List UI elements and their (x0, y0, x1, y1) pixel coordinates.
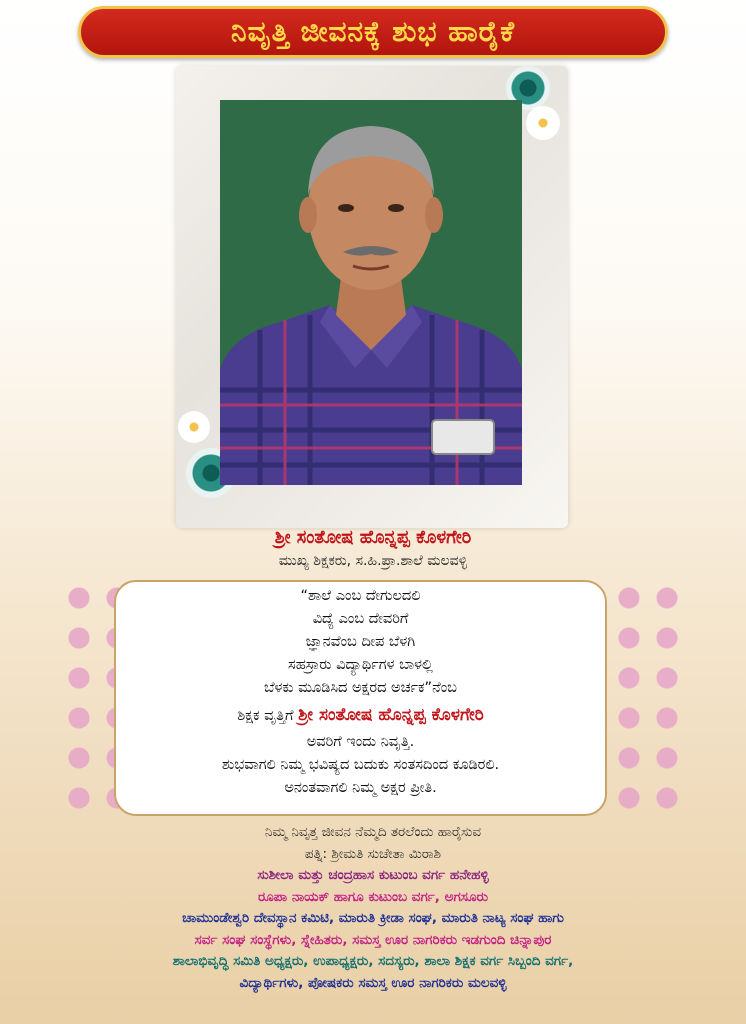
quote-box (114, 580, 607, 816)
wishers-intro: ನಿಮ್ಮ ನಿವೃತ್ತ ಜೀವನ ನೆಮ್ಮದಿ ತರಲೆಂದು ಹಾರೈಸುವ (264, 824, 482, 840)
quote-closing-line: ಅನಂತವಾಗಲಿ ನಿಮ್ಮ ಅಕ್ಷರ ಪ್ರೀತಿ. (284, 780, 437, 796)
wishers-spouse: ಪತ್ನಿ: ಶ್ರೀಮತಿ ಸುಚೇತಾ ಮಿರಾಶಿ (304, 845, 442, 862)
banner-title: ನಿವೃತ್ತಿ ಜೀವನಕ್ಕೆ ಶುಭ ಹಾರೈಕೆ (231, 15, 515, 48)
flower-decoration (178, 411, 210, 443)
wishers-family-2: ರೂಪಾ ನಾಯಕ್ ಹಾಗೂ ಕುಟುಂಬ ವರ್ಗ, ಅಗಸೂರು (258, 888, 488, 905)
portrait-photo (220, 100, 522, 485)
quote-line: ವಿದ್ಯೆ ಎಂಬ ದೇವರಿಗೆ (312, 611, 409, 627)
highlight-prefix: ಶಿಕ್ಷಕ ವೃತ್ತಿಗೆ (237, 708, 294, 724)
highlight-name: ಶ್ರೀ ಸಂತೋಷ ಹೊನ್ನಪ್ಪ ಕೊಳಗೇರಿ (298, 705, 484, 725)
flower-decoration (526, 106, 560, 140)
title-banner (78, 6, 668, 58)
quote-line: ಬೆಳಕು ಮೂಡಿಸಿದ ಅಕ್ಷರದ ಅರ್ಚಕ”ನೆಂಬ (264, 680, 457, 696)
honoree-role: ಮುಖ್ಯ ಶಿಕ್ಷಕರು, ಸ.ಹಿ.ಪ್ರಾ.ಶಾಲೆ ಮಲವಳ್ಳಿ (278, 553, 468, 569)
wishers-associations: ಸರ್ವ ಸಂಘ ಸಂಸ್ಥೆಗಳು, ಸ್ನೇಹಿತರು, ಸಮಸ್ತ ಊರ ನಾಗರಿಕರು ಇಡಗುಂದಿ ಚಿನ್ನಾಪುರ (194, 931, 552, 948)
lace-border-right (610, 578, 686, 818)
wishers-organisations: ಚಾಮುಂಡೇಶ್ವರಿ ದೇವಸ್ಥಾನ ಕಮಿಟಿ, ಮಾರುತಿ ಕ್ರೀಡಾ ಸಂಘ, ಮಾರುತಿ ನಾಟ್ಯ ಸಂಘ ಹಾಗು (182, 910, 564, 926)
quote-line: ಜ್ಞಾನವೆಂಬ ದೀಪ ಬೆಳಗಿ (305, 634, 416, 650)
wishers-list (0, 822, 746, 994)
quote-line: “ಶಾಲೆ ಎಂಬ ದೇಗುಲದಲಿ (300, 588, 421, 604)
wishers-students-parents: ವಿದ್ಯಾರ್ಥಿಗಳು, ಪೋಷಕರು ಸಮಸ್ತ ಊರ ನಾಗರಿಕರು ಮಲವಳ್ಳಿ (239, 974, 507, 991)
quote-closing-line: ಶುಭವಾಗಲಿ ನಿಮ್ಮ ಭವಿಷ್ಯದ ಬದುಕು ಸಂತಸದಿಂದ ಕೂಡಿರಲಿ. (221, 757, 500, 773)
quote-closing-line: ಅವರಿಗೆ ಇಂದು ನಿವೃತ್ತಿ. (306, 734, 415, 750)
portrait-illustration (220, 100, 522, 485)
wishers-school-committee: ಶಾಲಾಭಿವೃದ್ಧಿ ಸಮಿತಿ ಅಧ್ಯಕ್ಷರು, ಉಪಾಧ್ಯಕ್ಷರು, ಸದಸ್ಯರು, ಶಾಲಾ ಶಿಕ್ಷಕ ವರ್ಗ ಸಿಬ್ಬಂದಿ ವರ್ಗ, (172, 953, 574, 969)
wishers-family-1: ಸುಶೀಲಾ ಮತ್ತು ಚಂದ್ರಹಾಸ ಕುಟುಂಬ ವರ್ಗ ಹನೇಹಳ್ಳಿ (257, 867, 489, 883)
quote-highlight-line (116, 700, 605, 731)
honoree-name: ಶ್ರೀ ಸಂತೋಷ ಹೊನ್ನಪ್ಪ ಕೊಳಗೇರಿ (274, 527, 472, 548)
quote-line: ಸಹಸ್ರಾರು ವಿದ್ಯಾರ್ಥಿಗಳ ಬಾಳಲ್ಲಿ (288, 657, 433, 673)
